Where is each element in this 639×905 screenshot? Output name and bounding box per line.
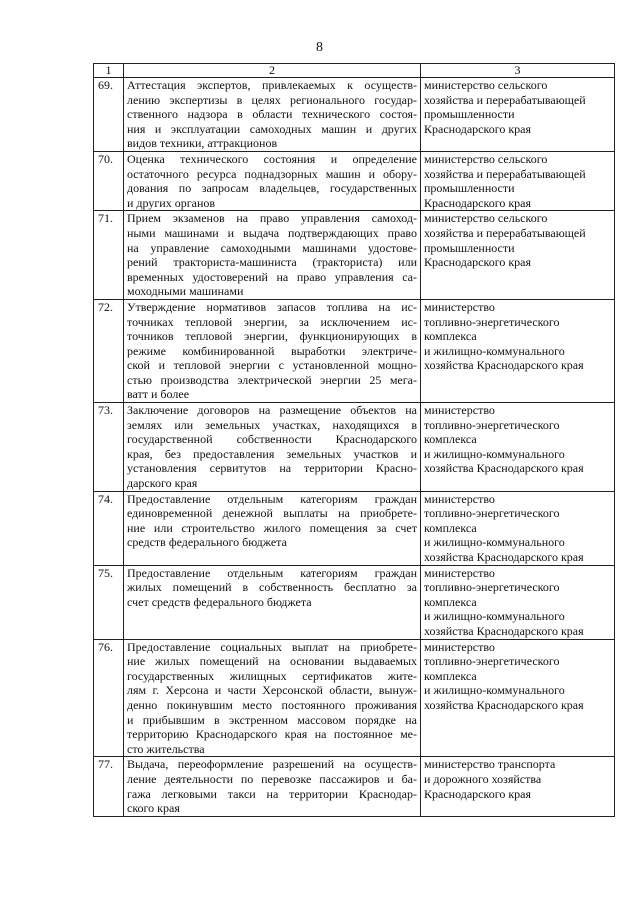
ministry-line: топливно-энергетического: [424, 314, 560, 329]
description-line: ственного надзора в области технического состоя-: [127, 107, 417, 122]
description-line: Аттестация экспертов, привлекаемых к осуществ-: [127, 78, 417, 92]
row-number: 74.: [94, 491, 124, 565]
row-number: 70.: [94, 151, 124, 210]
ministry-line: министерство: [424, 639, 495, 654]
description-line: единовременной денежной выплаты на приобрете-: [127, 506, 417, 521]
responsible-ministry: [421, 565, 615, 639]
description-line: жилых помещений в собственность бесплатно за: [127, 580, 417, 595]
description-line: установления сервитутов на территории Красно-: [127, 461, 417, 476]
ministry-line: министерство сельского: [424, 211, 548, 226]
description-line: ными машинами и выдача подтверждающих право: [127, 225, 417, 240]
table-row: [94, 639, 615, 757]
ministry-line: Краснодарского края: [424, 255, 532, 270]
ministry-line: хозяйства Краснодарского края: [424, 550, 584, 564]
description-line: ской и тепловой энергии с установленной мощно-: [127, 358, 417, 373]
ministry-line: министерство сельского: [424, 151, 548, 166]
description-line: временных удостоверений на право управления са-: [127, 269, 417, 284]
description-line: ния и эксплуатации самоходных машин и других: [127, 121, 417, 136]
description-line: точниках тепловой энергии, за исключением ис-: [127, 314, 417, 329]
ministry-line: комплекса: [424, 594, 477, 609]
description-line: видов техники, аттракционов: [127, 136, 278, 151]
table-row: [94, 491, 615, 565]
service-description: [124, 403, 421, 492]
page-number: 8: [316, 40, 323, 55]
description-line: и прибывшим в экстренном массовом порядке на: [127, 712, 417, 727]
description-line: края, без предоставления земельных участков и: [127, 446, 417, 461]
responsible-ministry: [421, 639, 615, 757]
ministry-line: Краснодарского края: [424, 195, 532, 210]
ministry-line: министерство: [424, 299, 495, 314]
ministry-line: промышленности: [424, 181, 515, 196]
description-line: дарского края: [127, 476, 198, 491]
ministry-line: и дорожного хозяйства: [424, 771, 542, 786]
description-line: моходными машинами: [127, 284, 244, 299]
description-line: на управление самоходными машинами удостове-: [127, 240, 417, 255]
ministry-line: и жилищно-коммунального: [424, 343, 565, 358]
ministry-line: топливно-энергетического: [424, 580, 560, 595]
service-description: [124, 151, 421, 210]
ministry-line: министерство транспорта: [424, 757, 556, 772]
ministry-line: комплекса: [424, 432, 477, 447]
service-description: [124, 757, 421, 816]
service-description: [124, 78, 421, 152]
row-number: 72.: [94, 299, 124, 402]
description-line: Прием экзаменов на право управления самоход-: [127, 211, 417, 226]
service-description: [124, 211, 421, 300]
responsible-ministry: [421, 211, 615, 300]
description-line: счет средств федерального бюджета: [127, 594, 312, 609]
ministry-line: промышленности: [424, 240, 515, 255]
description-line: Предоставление отдельным категориям граждан: [127, 565, 417, 580]
service-description: [124, 639, 421, 757]
service-description: [124, 565, 421, 639]
ministry-line: и жилищно-коммунального: [424, 446, 565, 461]
ministry-line: хозяйства и перерабатывающей: [424, 92, 586, 107]
description-line: ние или строительство жилого помещения за счет: [127, 520, 417, 535]
description-line: стью производства электрической энергии 25 мега-: [127, 372, 417, 387]
row-number: 71.: [94, 211, 124, 300]
ministry-line: и жилищно-коммунального: [424, 609, 565, 624]
table-row: [94, 78, 615, 152]
description-line: сто жительства: [127, 741, 205, 756]
ministry-line: министерство: [424, 565, 495, 580]
description-line: землях или земельных участках, находящихся в: [127, 417, 417, 432]
description-line: территорию Краснодарского края на постоянное ме-: [127, 727, 417, 742]
ministry-line: министерство сельского: [424, 78, 548, 92]
description-line: ление деятельности по перевозке пассажиров и ба-: [127, 771, 417, 786]
ministry-line: хозяйства Краснодарского края: [424, 358, 584, 373]
description-line: государственных жилищных сертификатов жите-: [127, 668, 417, 683]
responsible-ministry: [421, 491, 615, 565]
row-number: 75.: [94, 565, 124, 639]
ministry-line: топливно-энергетического: [424, 506, 560, 521]
ministry-line: топливно-энергетического: [424, 654, 560, 669]
description-line: средств федерального бюджета: [127, 535, 287, 550]
description-line: и других органов: [127, 195, 216, 210]
description-line: Утверждение нормативов запасов топлива на ис-: [127, 299, 417, 314]
header-col-2: 2: [124, 64, 421, 78]
description-line: точников тепловой энергии, функционирующих в: [127, 329, 417, 344]
ministry-line: хозяйства Краснодарского края: [424, 623, 584, 638]
table-row: [94, 403, 615, 492]
service-description: [124, 299, 421, 402]
description-line: Предоставление социальных выплат на приобрете-: [127, 639, 417, 654]
header-col-1: 1: [94, 64, 124, 78]
responsible-ministry: [421, 151, 615, 210]
description-line: ватт и более: [127, 387, 190, 402]
table-row: [94, 151, 615, 210]
description-line: лям г. Херсона и части Херсонской области, вынуж-: [127, 683, 417, 698]
description-line: Предоставление отдельным категориям граждан: [127, 491, 417, 506]
responsible-ministry: [421, 757, 615, 816]
ministry-line: хозяйства и перерабатывающей: [424, 225, 586, 240]
description-line: Заключение договоров на размещение объектов на: [127, 403, 417, 418]
description-line: ского края: [127, 801, 180, 816]
description-line: денно покинувшим место постоянного проживания: [127, 697, 417, 712]
description-line: режиме комбинированной выработки электриче-: [127, 343, 417, 358]
service-description: [124, 491, 421, 565]
ministry-line: Краснодарского края: [424, 121, 532, 136]
row-number: 77.: [94, 757, 124, 816]
description-line: Оценка технического состояния и определение: [127, 151, 417, 166]
ministry-line: топливно-энергетического: [424, 417, 560, 432]
table-row: [94, 565, 615, 639]
description-line: государственной собственности Краснодарского: [127, 432, 417, 447]
table-header-row: [94, 64, 615, 78]
services-table: [93, 63, 615, 817]
responsible-ministry: [421, 78, 615, 152]
ministry-line: министерство: [424, 403, 495, 418]
ministry-line: хозяйства Краснодарского края: [424, 461, 584, 476]
ministry-line: комплекса: [424, 668, 477, 683]
description-line: лению экспертизы в целях регионального государ-: [127, 92, 417, 107]
description-line: ние жилых помещений на основании выдаваемых: [127, 654, 417, 669]
ministry-line: хозяйства Краснодарского края: [424, 697, 584, 712]
ministry-line: комплекса: [424, 329, 477, 344]
description-line: Выдача, переоформление разрешений на осуществ-: [127, 757, 417, 772]
description-line: остаточного ресурса поднадзорных машин и обору-: [127, 166, 417, 181]
row-number: 76.: [94, 639, 124, 757]
responsible-ministry: [421, 403, 615, 492]
row-number: 69.: [94, 78, 124, 152]
description-line: рений тракториста-машиниста (тракториста) или: [127, 255, 417, 270]
description-line: гажа легковыми такси на территории Краснодар-: [127, 786, 417, 801]
ministry-line: промышленности: [424, 107, 515, 122]
ministry-line: хозяйства и перерабатывающей: [424, 166, 586, 181]
responsible-ministry: [421, 299, 615, 402]
table-row: [94, 757, 615, 816]
ministry-line: министерство: [424, 491, 495, 506]
table-row: [94, 211, 615, 300]
description-line: дования по запросам владельцев, государственных: [127, 181, 417, 196]
ministry-line: и жилищно-коммунального: [424, 683, 565, 698]
ministry-line: и жилищно-коммунального: [424, 535, 565, 550]
row-number: 73.: [94, 403, 124, 492]
table-row: [94, 299, 615, 402]
header-col-3: 3: [421, 64, 615, 78]
ministry-line: Краснодарского края: [424, 786, 532, 801]
ministry-line: комплекса: [424, 520, 477, 535]
